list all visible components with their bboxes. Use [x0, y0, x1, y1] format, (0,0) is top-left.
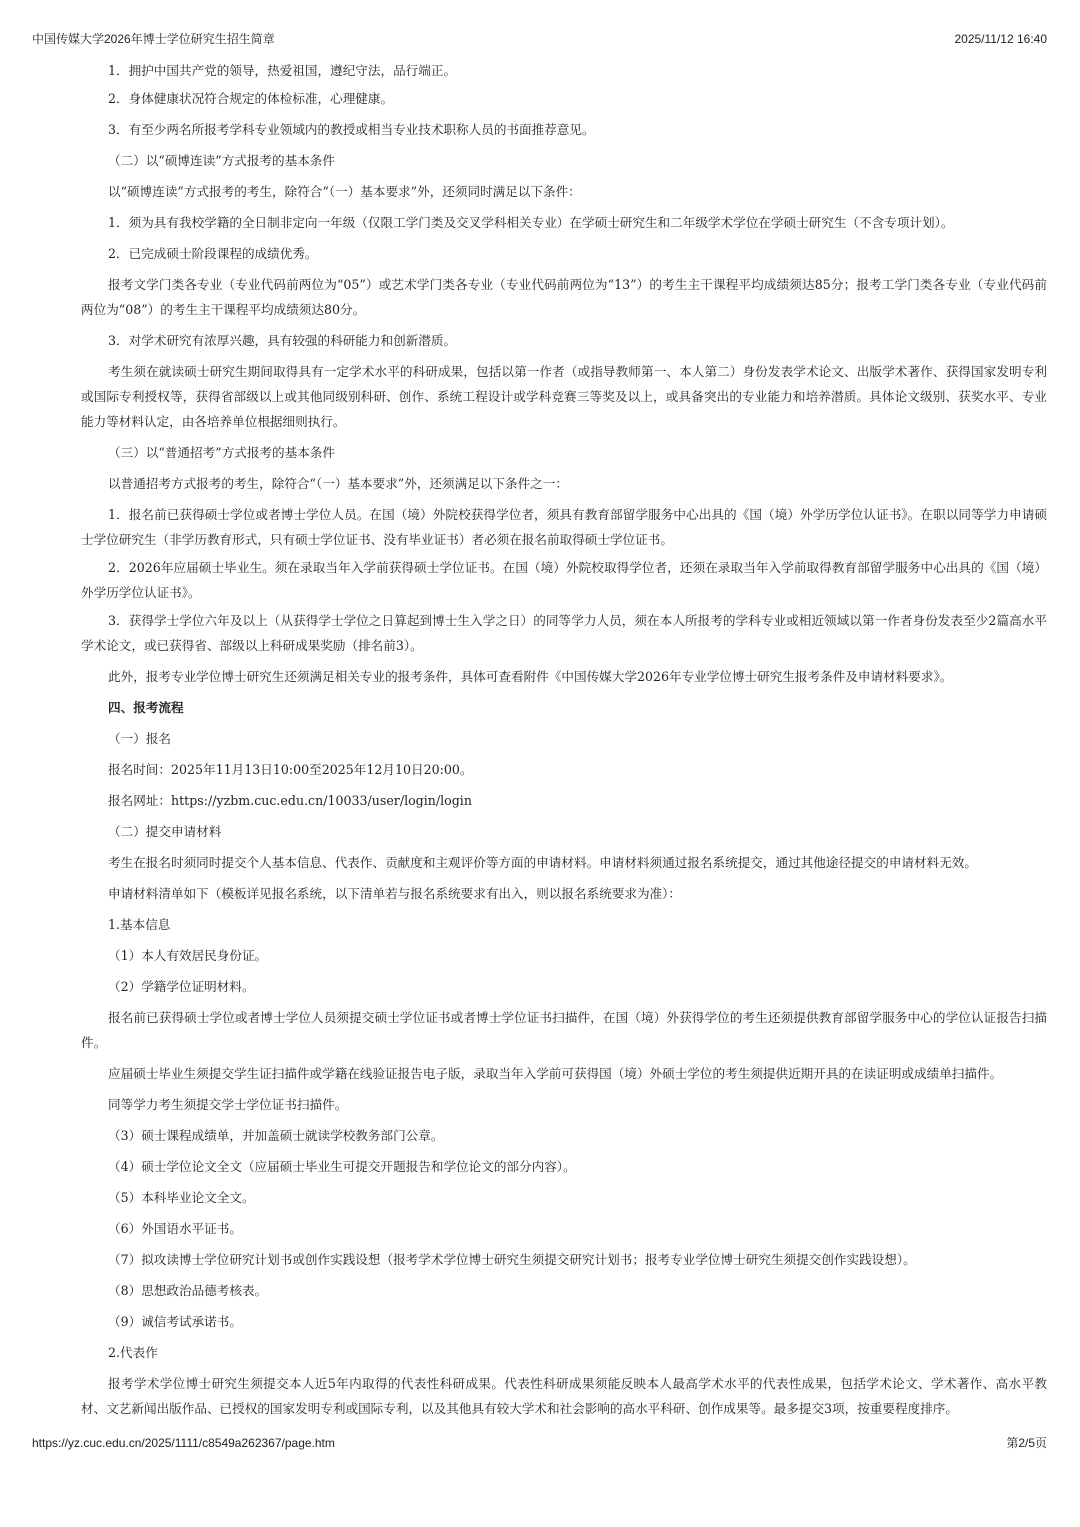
page-url: https://yz.cuc.edu.cn/2025/1111/c8549a262367/page.htm [32, 1436, 335, 1450]
graduate-materials-note: 应届硕士毕业生须提交学生证扫描件或学籍在线验证报告电子版，录取当年入学前可获得国（境）外硕士学位的考生须提供近期开具的在读证明或成绩单扫描件。 [108, 1066, 1003, 1081]
combined-program-item-1: 1．须为具有我校学籍的全日制非定向一年级（仅限工学门类及交叉学科相关专业）在学硕士研究生和二年级学术学位在学硕士研究生（不含专项计划）。 [108, 215, 954, 230]
combined-program-item-2: 2．已完成硕士阶段课程的成绩优秀。 [108, 246, 318, 261]
section-heading-combined-program: （二）以“硕博连读”方式报考的基本条件 [108, 153, 335, 168]
materials-item-1: （1）本人有效居民身份证。 [108, 948, 268, 963]
page-number: 第2/5页 [1006, 1436, 1047, 1450]
materials-list-intro: 申请材料清单如下（模板详见报名系统，以下清单若与报名系统要求有出入，则以报名系统要求为准）： [108, 886, 682, 901]
requirement-item-2: 2．身体健康状况符合规定的体检标准，心理健康。 [108, 91, 394, 106]
materials-item-5: （5）本科毕业论文全文。 [108, 1190, 255, 1205]
research-output-paragraph: 考生须在就读硕士研究生期间取得具有一定学术水平的科研成果，包括以第一作者（或指导教师第一、本人第二）身份发表学术论文、出版学术著作、获得国家发明专利或国际专利授权等，获得省部级以上或其他同级别科研、创作、系统工程设计或学科竞赛三等奖及以上，或具备突出的专业能力和培养潜质。具体论文级别、获奖水平、专业能力等材料认定，由各培养单位根据细则执行。 [81, 364, 1047, 429]
degree-certificate-paragraph: 报名前已获得硕士学位或者博士学位人员须提交硕士学位证书或者博士学位证书扫描件，在国（境）外获得学位的考生还须提供教育部留学服务中心的学位认证报告扫描件。 [81, 1010, 1047, 1050]
registration-url: 报名网址：https://yzbm.cuc.edu.cn/10033/user/login/login [108, 793, 472, 808]
print-datetime: 2025/11/12 16:40 [954, 32, 1047, 46]
submit-materials-intro: 考生在报名时须同时提交个人基本信息、代表作、贡献度和主观评价等方面的申请材料。申请材料须通过报名系统提交，通过其他途径提交的申请材料无效。 [108, 855, 977, 870]
print-footer [32, 1435, 1047, 1451]
combined-program-item-3: 3．对学术研究有浓厚兴趣，具有较强的科研能力和创新潜质。 [108, 333, 457, 348]
subsection-heading-registration: （一）报名 [108, 731, 171, 746]
general-admission-item-3: 3．获得学士学位六年及以上（从获得学士学位之日算起到博士生入学之日）的同等学力人员，须在本人所报考的学科专业或相近领域以第一作者身份发表至少2篇高水平学术论文，或已获得省、部级以上科研成果奖励（排名前3）。 [81, 613, 1047, 653]
section-heading-application-process: 四、报考流程 [108, 700, 184, 715]
materials-heading-basic-info: 1.基本信息 [108, 917, 171, 932]
subsection-heading-submit-materials: （二）提交申请材料 [108, 824, 222, 839]
document-title: 中国传媒大学2026年博士学位研究生招生简章 [32, 32, 275, 46]
requirement-item-1: 1．拥护中国共产党的领导，热爱祖国，遵纪守法，品行端正。 [108, 63, 457, 78]
requirement-item-3: 3．有至少两名所报考学科专业领域内的教授或相当专业技术职称人员的书面推荐意见。 [108, 122, 595, 137]
materials-item-6: （6）外国语水平证书。 [108, 1221, 242, 1236]
materials-item-7: （7）拟攻读博士学位研究计划书或创作实践设想（报考学术学位博士研究生须提交研究计划书；报考专业学位博士研究生须提交创作实践设想）。 [108, 1252, 916, 1267]
representative-works-paragraph: 报考学术学位博士研究生须提交本人近5年内取得的代表性科研成果。代表性科研成果须能反映本人最高学术水平的代表性成果，包括学术论文、学术著作、高水平教材、文艺新闻出版作品、已授权的国家发明专利或国际专利，以及其他具有较大学术和社会影响的高水平科研、创作成果等。最多提交3项，按重要程度排序。 [81, 1376, 1047, 1416]
materials-item-4: （4）硕士学位论文全文（应届硕士毕业生可提交开题报告和学位论文的部分内容）。 [108, 1159, 576, 1174]
materials-heading-representative-works: 2.代表作 [108, 1345, 158, 1360]
combined-program-intro: 以“硕博连读”方式报考的考生，除符合“（一）基本要求”外，还须同时满足以下条件： [108, 184, 581, 199]
professional-degree-note: 此外，报考专业学位博士研究生还须满足相关专业的报考条件，具体可查看附件《中国传媒大学2026年专业学位博士研究生报考条件及申请材料要求》。 [108, 669, 953, 684]
registration-time: 报名时间：2025年11月13日10:00至2025年12月10日20:00。 [108, 762, 473, 777]
general-admission-intro: 以普通招考方式报考的考生，除符合“（一）基本要求”外，还须满足以下条件之一： [108, 476, 568, 491]
materials-item-8: （8）思想政治品德考核表。 [108, 1283, 268, 1298]
materials-item-2: （2）学籍学位证明材料。 [108, 979, 255, 994]
document-body [81, 62, 1047, 1422]
materials-item-9: （9）诚信考试承诺书。 [108, 1314, 242, 1329]
print-header [32, 31, 1047, 47]
materials-item-3: （3）硕士课程成绩单，并加盖硕士就读学校教务部门公章。 [108, 1128, 444, 1143]
equivalent-education-note: 同等学力考生须提交学士学位证书扫描件。 [108, 1097, 348, 1112]
general-admission-item-1: 1．报名前已获得硕士学位或者博士学位人员。在国（境）外院校获得学位者，须具有教育部留学服务中心出具的《国（境）外学历学位认证书》。在职以同等学力申请硕士学位研究生（非学历教育形式，只有硕士学位证书、没有毕业证书）者必须在报名前取得硕士学位证书。 [81, 507, 1047, 547]
general-admission-item-2: 2．2026年应届硕士毕业生。须在录取当年入学前获得硕士学位证书。在国（境）外院校取得学位者，还须在录取当年入学前取得教育部留学服务中心出具的《国（境）外学历学位认证书》。 [81, 560, 1047, 600]
section-heading-general-admission: （三）以“普通招考”方式报考的基本条件 [108, 445, 335, 460]
grade-requirement-paragraph: 报考文学门类各专业（专业代码前两位为“05”）或艺术学门类各专业（专业代码前两位为“13”）的考生主干课程平均成绩须达85分；报考工学门类各专业（专业代码前两位为“08”）的考生主干课程平均成绩须达80分。 [81, 277, 1047, 317]
